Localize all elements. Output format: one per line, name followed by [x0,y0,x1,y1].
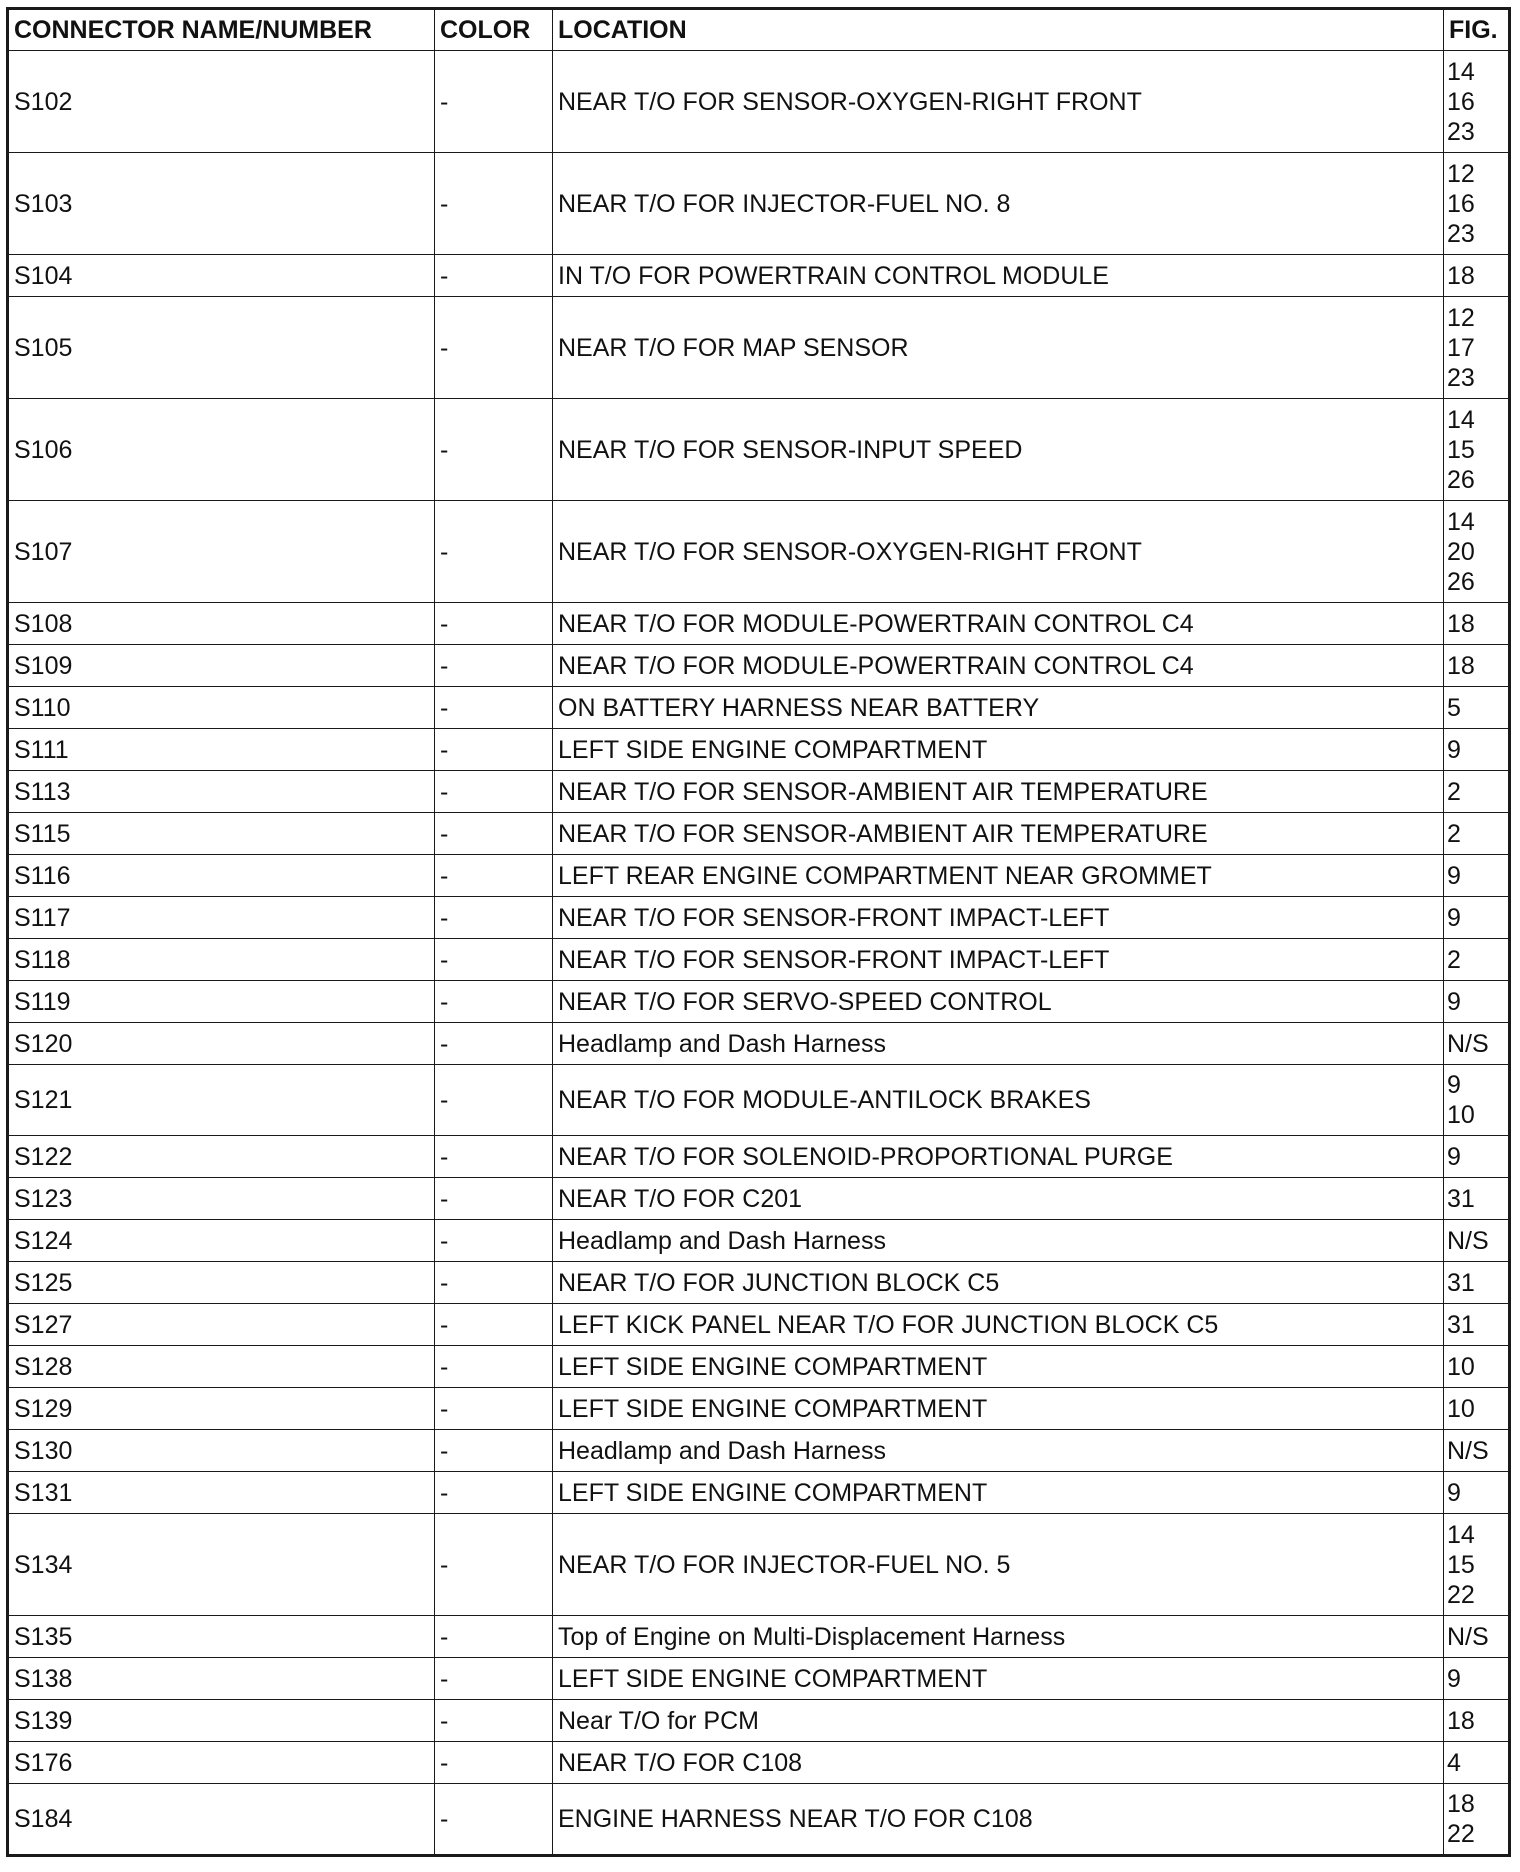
location-cell: ON BATTERY HARNESS NEAR BATTERY [553,687,1444,729]
table-row [8,297,1510,399]
fig-cell [1444,501,1510,603]
fig-number: 31 [1447,1268,1475,1297]
color-cell: - [435,501,553,603]
table-row [8,813,1510,855]
fig-number: N/S [1447,1029,1489,1058]
color-cell: - [435,687,553,729]
fig-number: 14 [1447,405,1475,434]
fig-cell [1444,855,1510,897]
fig-number: 15 [1447,435,1475,464]
fig-cell [1444,297,1510,399]
connector-name-cell: S108 [8,603,435,645]
table-row [8,1346,1510,1388]
location-cell: NEAR T/O FOR INJECTOR-FUEL NO. 5 [553,1514,1444,1616]
fig-cell [1444,813,1510,855]
connector-name-cell: S128 [8,1346,435,1388]
color-cell: - [435,939,553,981]
color-cell: - [435,1262,553,1304]
fig-number: 9 [1447,1478,1461,1507]
location-cell: NEAR T/O FOR SENSOR-FRONT IMPACT-LEFT [553,897,1444,939]
fig-number: 16 [1447,87,1475,116]
fig-number: 22 [1447,1820,1475,1848]
color-cell: - [435,603,553,645]
fig-cell [1444,687,1510,729]
location-cell: NEAR T/O FOR SENSOR-AMBIENT AIR TEMPERATURE [553,771,1444,813]
connector-name-cell: S111 [8,729,435,771]
color-cell: - [435,1472,553,1514]
fig-cell [1444,1514,1510,1616]
table-row [8,1065,1510,1136]
fig-cell [1444,1346,1510,1388]
fig-number: N/S [1447,1226,1489,1255]
connector-name-cell: S110 [8,687,435,729]
header-connector-name: CONNECTOR NAME/NUMBER [8,9,435,51]
table-row [8,1220,1510,1262]
location-cell: NEAR T/O FOR SENSOR-OXYGEN-RIGHT FRONT [553,51,1444,153]
table-row [8,855,1510,897]
color-cell: - [435,1220,553,1262]
fig-number: 22 [1447,1580,1475,1609]
table-row [8,399,1510,501]
fig-number: 9 [1447,903,1461,932]
fig-cell [1444,771,1510,813]
fig-number: 31 [1447,1184,1475,1213]
fig-number: 9 [1447,861,1461,890]
color-cell: - [435,855,553,897]
color-cell: - [435,153,553,255]
fig-cell [1444,1784,1510,1856]
location-cell: LEFT KICK PANEL NEAR T/O FOR JUNCTION BLOCK C5 [553,1304,1444,1346]
color-cell: - [435,645,553,687]
color-cell: - [435,1616,553,1658]
fig-number: 20 [1447,537,1475,566]
table-row [8,1616,1510,1658]
fig-cell [1444,1136,1510,1178]
connector-name-cell: S102 [8,51,435,153]
location-cell: NEAR T/O FOR MAP SENSOR [553,297,1444,399]
fig-number: 2 [1447,819,1461,848]
header-color: COLOR [435,9,553,51]
location-cell: NEAR T/O FOR SOLENOID-PROPORTIONAL PURGE [553,1136,1444,1178]
fig-cell [1444,981,1510,1023]
location-cell: IN T/O FOR POWERTRAIN CONTROL MODULE [553,255,1444,297]
fig-number: 4 [1447,1748,1461,1777]
connector-name-cell: S121 [8,1065,435,1136]
location-cell: NEAR T/O FOR JUNCTION BLOCK C5 [553,1262,1444,1304]
color-cell: - [435,1784,553,1856]
header-fig: FIG. [1444,9,1510,51]
table-row [8,1430,1510,1472]
connector-name-cell: S138 [8,1658,435,1700]
fig-number: 12 [1447,159,1475,188]
connector-name-cell: S130 [8,1430,435,1472]
table-row [8,255,1510,297]
fig-number: 2 [1447,777,1461,806]
fig-number: 9 [1447,1664,1461,1693]
connector-name-cell: S107 [8,501,435,603]
connector-name-cell: S131 [8,1472,435,1514]
color-cell: - [435,771,553,813]
location-cell: LEFT SIDE ENGINE COMPARTMENT [553,1346,1444,1388]
color-cell: - [435,1658,553,1700]
location-cell: LEFT REAR ENGINE COMPARTMENT NEAR GROMMET [553,855,1444,897]
connector-name-cell: S129 [8,1388,435,1430]
connector-name-cell: S125 [8,1262,435,1304]
location-cell: NEAR T/O FOR SENSOR-OXYGEN-RIGHT FRONT [553,501,1444,603]
connector-name-cell: S109 [8,645,435,687]
table-row [8,1514,1510,1616]
table-row [8,771,1510,813]
table-row [8,1742,1510,1784]
color-cell: - [435,1136,553,1178]
color-cell: - [435,1346,553,1388]
fig-number: 10 [1447,1394,1475,1423]
location-cell: Headlamp and Dash Harness [553,1430,1444,1472]
fig-number: 26 [1447,465,1475,494]
fig-number: 23 [1447,219,1475,248]
table-row [8,897,1510,939]
fig-number: 10 [1447,1352,1475,1381]
fig-cell [1444,51,1510,153]
fig-number: 9 [1447,1071,1461,1099]
connector-location-sheet [6,7,1508,1857]
fig-number: 5 [1447,693,1461,722]
color-cell: - [435,1304,553,1346]
fig-number: 14 [1447,507,1475,536]
color-cell: - [435,813,553,855]
location-cell: Top of Engine on Multi-Displacement Harness [553,1616,1444,1658]
fig-number: 18 [1447,1790,1475,1818]
connector-name-cell: S176 [8,1742,435,1784]
fig-number: 9 [1447,1142,1461,1171]
fig-cell [1444,645,1510,687]
table-row [8,51,1510,153]
fig-number: 31 [1447,1310,1475,1339]
fig-number: 16 [1447,189,1475,218]
fig-cell [1444,939,1510,981]
color-cell: - [435,1023,553,1065]
fig-number: 23 [1447,363,1475,392]
connector-name-cell: S118 [8,939,435,981]
connector-name-cell: S117 [8,897,435,939]
location-cell: Near T/O for PCM [553,1700,1444,1742]
connector-table [6,7,1511,1857]
color-cell: - [435,1388,553,1430]
fig-cell [1444,1616,1510,1658]
table-row [8,645,1510,687]
table-row [8,501,1510,603]
color-cell: - [435,1700,553,1742]
fig-cell [1444,255,1510,297]
fig-number: 18 [1447,1706,1475,1735]
location-cell: Headlamp and Dash Harness [553,1220,1444,1262]
location-cell: NEAR T/O FOR SENSOR-FRONT IMPACT-LEFT [553,939,1444,981]
color-cell: - [435,1065,553,1136]
connector-name-cell: S104 [8,255,435,297]
fig-number: 9 [1447,987,1461,1016]
fig-cell [1444,1658,1510,1700]
color-cell: - [435,729,553,771]
location-cell: LEFT SIDE ENGINE COMPARTMENT [553,729,1444,771]
fig-number: 12 [1447,303,1475,332]
location-cell: LEFT SIDE ENGINE COMPARTMENT [553,1658,1444,1700]
connector-name-cell: S135 [8,1616,435,1658]
fig-cell [1444,1700,1510,1742]
location-cell: NEAR T/O FOR MODULE-POWERTRAIN CONTROL C4 [553,603,1444,645]
table-row [8,153,1510,255]
location-cell: LEFT SIDE ENGINE COMPARTMENT [553,1472,1444,1514]
fig-number: 26 [1447,567,1475,596]
color-cell: - [435,1430,553,1472]
fig-number: 14 [1447,57,1475,86]
location-cell: NEAR T/O FOR INJECTOR-FUEL NO. 8 [553,153,1444,255]
location-cell: ENGINE HARNESS NEAR T/O FOR C108 [553,1784,1444,1856]
connector-name-cell: S116 [8,855,435,897]
connector-name-cell: S113 [8,771,435,813]
fig-number: N/S [1447,1622,1489,1651]
fig-number: 14 [1447,1520,1475,1549]
fig-cell [1444,399,1510,501]
table-row [8,1178,1510,1220]
location-cell: NEAR T/O FOR SERVO-SPEED CONTROL [553,981,1444,1023]
table-header-row [8,9,1510,51]
fig-number: 23 [1447,117,1475,146]
fig-cell [1444,1220,1510,1262]
fig-cell [1444,1430,1510,1472]
fig-cell [1444,1304,1510,1346]
table-row [8,729,1510,771]
color-cell: - [435,51,553,153]
connector-name-cell: S124 [8,1220,435,1262]
location-cell: NEAR T/O FOR C201 [553,1178,1444,1220]
fig-number: 15 [1447,1550,1475,1579]
connector-name-cell: S119 [8,981,435,1023]
location-cell: NEAR T/O FOR SENSOR-AMBIENT AIR TEMPERATURE [553,813,1444,855]
table-row [8,1388,1510,1430]
connector-name-cell: S120 [8,1023,435,1065]
connector-name-cell: S103 [8,153,435,255]
table-row [8,1472,1510,1514]
color-cell: - [435,399,553,501]
table-row [8,687,1510,729]
connector-name-cell: S184 [8,1784,435,1856]
table-row [8,1304,1510,1346]
color-cell: - [435,255,553,297]
table-row [8,939,1510,981]
fig-cell [1444,1388,1510,1430]
connector-name-cell: S123 [8,1178,435,1220]
table-row [8,1784,1510,1856]
fig-cell [1444,603,1510,645]
color-cell: - [435,897,553,939]
fig-cell [1444,729,1510,771]
color-cell: - [435,1514,553,1616]
table-row [8,1700,1510,1742]
connector-name-cell: S105 [8,297,435,399]
connector-name-cell: S106 [8,399,435,501]
connector-name-cell: S115 [8,813,435,855]
fig-number: 10 [1447,1101,1475,1129]
table-row [8,981,1510,1023]
fig-number: 18 [1447,651,1475,680]
table-row [8,1262,1510,1304]
location-cell: NEAR T/O FOR SENSOR-INPUT SPEED [553,399,1444,501]
color-cell: - [435,297,553,399]
table-row [8,1136,1510,1178]
location-cell: Headlamp and Dash Harness [553,1023,1444,1065]
fig-cell [1444,1023,1510,1065]
color-cell: - [435,981,553,1023]
fig-cell [1444,1472,1510,1514]
connector-name-cell: S122 [8,1136,435,1178]
table-body [8,51,1510,1856]
location-cell: NEAR T/O FOR MODULE-POWERTRAIN CONTROL C4 [553,645,1444,687]
connector-name-cell: S127 [8,1304,435,1346]
fig-cell [1444,1065,1510,1136]
header-location: LOCATION [553,9,1444,51]
fig-number: N/S [1447,1436,1489,1465]
color-cell: - [435,1742,553,1784]
color-cell: - [435,1178,553,1220]
fig-cell [1444,1742,1510,1784]
fig-number: 18 [1447,609,1475,638]
location-cell: NEAR T/O FOR C108 [553,1742,1444,1784]
fig-cell [1444,1262,1510,1304]
table-row [8,603,1510,645]
fig-cell [1444,1178,1510,1220]
fig-cell [1444,897,1510,939]
fig-number: 9 [1447,735,1461,764]
table-row [8,1658,1510,1700]
fig-cell [1444,153,1510,255]
location-cell: NEAR T/O FOR MODULE-ANTILOCK BRAKES [553,1065,1444,1136]
table-row [8,1023,1510,1065]
location-cell: LEFT SIDE ENGINE COMPARTMENT [553,1388,1444,1430]
fig-number: 18 [1447,261,1475,290]
fig-number: 2 [1447,945,1461,974]
connector-name-cell: S134 [8,1514,435,1616]
fig-number: 17 [1447,333,1475,362]
connector-name-cell: S139 [8,1700,435,1742]
